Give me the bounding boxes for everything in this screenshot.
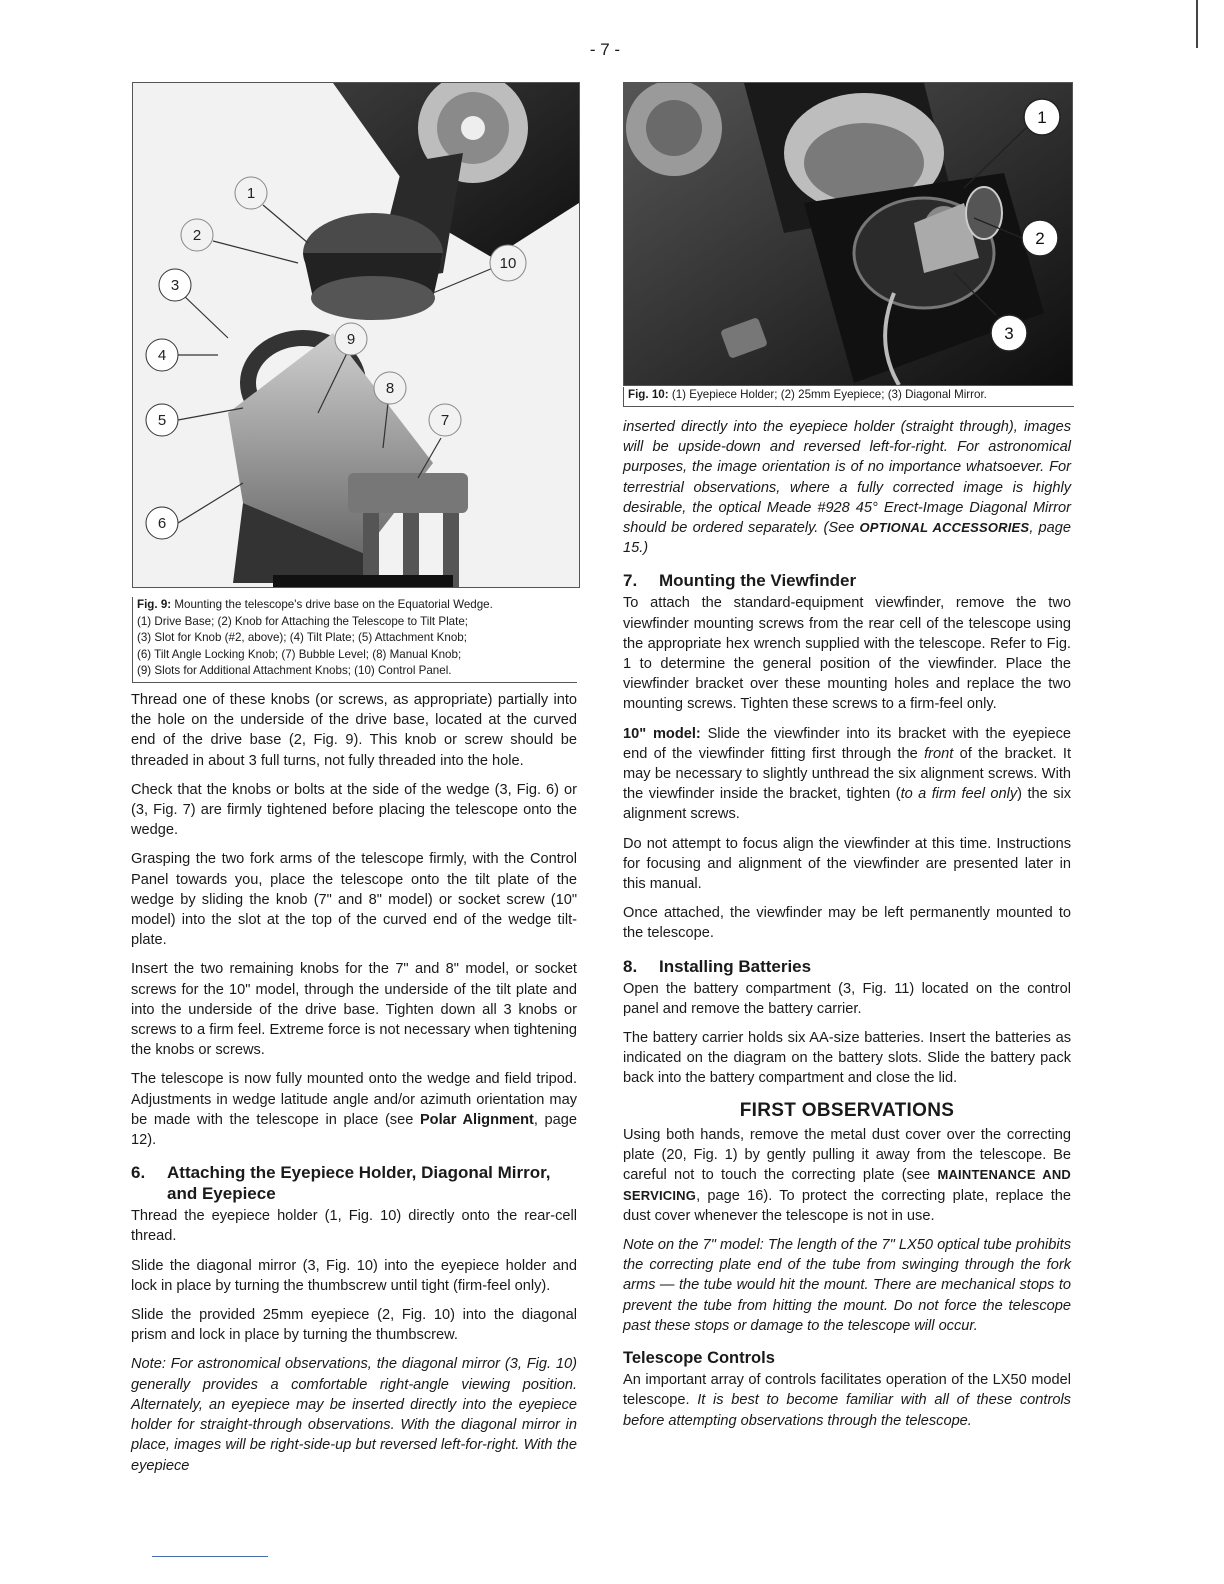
- section-heading-8: [623, 956, 1071, 977]
- paragraph: The battery carrier holds six AA-size batteries. Insert the batteries as indicated on the diagram on the battery slots. Slide the battery pack back into the battery compartment and close the lid.: [623, 1030, 1071, 1087]
- text-run: Using both hands, remove the metal dust cover over the correcting plate (20, Fig. 1) by gently pulling it away from the telescope. Be careful not to touch the correcting plate (see: [623, 1126, 1071, 1184]
- text-run: , page 15.): [623, 520, 1071, 557]
- fig10-callout-3: [991, 315, 1027, 351]
- page-number: - 7 -: [589, 40, 621, 59]
- figure-10-caption-text: (1) Eyepiece Holder; (2) 25mm Eyepiece; (3) Diagonal Mirror.: [671, 388, 987, 401]
- text-run: An important array of controls facilitates operation of the LX50 model telescope.: [623, 1372, 1071, 1409]
- section-title: Attaching the Eyepiece Holder, Diagonal Mirror, and Eyepiece: [167, 1163, 551, 1204]
- figure-10-photo: [623, 82, 1073, 386]
- left-column: [131, 690, 577, 1485]
- paragraph: Insert the two remaining knobs for the 7" and 8" model, or socket screws for the 10" model, through the underside of the tilt plate and into the underside of the drive base. Tighten down all 3 knobs or screws to a firm feel. Extreme force is not necessary when tightening the knobs or screws.: [131, 961, 577, 1059]
- text-run: ) the six alignment screws.: [623, 786, 1072, 823]
- svg-text:3: 3: [1004, 324, 1014, 343]
- text-run: of the bracket. It may be necessary to slightly unthread the six alignment screws. With the viewfinder inside the bracket, tighten (: [623, 745, 1071, 803]
- svg-text:2: 2: [1035, 229, 1045, 248]
- figure-9-illustration: [133, 83, 579, 587]
- svg-text:10: 10: [499, 255, 517, 272]
- note-paragraph: Note on the 7" model: The length of the 7" LX50 optical tube prohibits the correcting plate end of the tube from swinging through the fork arms — the tube would hit the mount. There are mechanical stops to prevent the tube from hitting the mount. Do not force the telescope past these stops or damage to the telescope will occur.: [623, 1236, 1071, 1334]
- figure-9-caption-line: (1) Drive Base; (2) Knob for Attaching the Telescope to Tilt Plate;: [137, 614, 469, 628]
- paragraph: Thread one of these knobs (or screws, as appropriate) partially into the hole on the underside of the drive base, located at the curved end of the drive base (2, Fig. 9). This knob or screw should be threaded in about 3 full turns, not fully threaded into the hole.: [131, 692, 577, 769]
- text-run: inserted directly into the eyepiece holder (straight through), images will be upside-down and reversed left-for-right. For astronomical purposes, the image orientation is of no importance whatsoever. For terrestrial observations, where a fully corrected image is highly desirable, the optical Meade #928 45° Erect-Image Diagonal Mirror should be ordered separately. (See: [623, 419, 1071, 537]
- paragraph: Thread the eyepiece holder (1, Fig. 10) directly onto the rear-cell thread.: [131, 1208, 577, 1245]
- figure-9-photo: [132, 82, 580, 588]
- figure-10-illustration: [624, 83, 1072, 385]
- svg-text:7: 7: [440, 412, 450, 429]
- section-heading-6: [131, 1162, 577, 1204]
- svg-text:9: 9: [346, 331, 356, 348]
- fig9-callout-8: [374, 372, 406, 404]
- fig9-callout-1: [235, 177, 267, 209]
- fig9-callout-7: [429, 404, 461, 436]
- right-column: [623, 417, 1071, 1440]
- edge-line: [1196, 0, 1198, 48]
- figure-9-label: Fig. 9:: [137, 598, 172, 611]
- paragraph: [131, 1069, 577, 1150]
- paragraph: Slide the provided 25mm eyepiece (2, Fig. 10) into the diagonal prism and lock in place by turning the thumbscrew.: [131, 1307, 577, 1344]
- svg-text:4: 4: [157, 347, 167, 364]
- fig9-callout-2: [181, 219, 213, 251]
- svg-text:5: 5: [157, 412, 167, 429]
- figure-9-caption: [132, 597, 577, 683]
- section-number: 6.: [131, 1163, 146, 1183]
- text-run: front: [924, 745, 954, 762]
- section-title: Installing Batteries: [659, 956, 812, 976]
- telescope-controls-heading: Telescope Controls: [623, 1348, 775, 1367]
- text-run: to a firm feel only: [900, 786, 1018, 803]
- figure-9-caption-line: (3) Slot for Knob (#2, above); (4) Tilt Plate; (5) Attachment Knob;: [137, 631, 467, 644]
- first-observations-heading: FIRST OBSERVATIONS: [739, 1099, 955, 1121]
- svg-text:1: 1: [246, 185, 256, 202]
- svg-text:1: 1: [1037, 108, 1047, 127]
- paragraph: [623, 417, 1071, 558]
- fig9-callout-4: [146, 339, 178, 371]
- text-run: Slide the viewfinder into its bracket with the eyepiece end of the viewfinder fitting first through the: [623, 725, 1071, 762]
- cross-reference: Polar Alignment: [419, 1111, 534, 1128]
- section-number: 7.: [623, 571, 638, 591]
- text-run: , page 12).: [131, 1111, 578, 1149]
- cross-reference: OPTIONAL ACCESSORIES: [859, 520, 1030, 536]
- section-number: 8.: [623, 956, 638, 976]
- fig10-callout-2: [1022, 220, 1058, 256]
- figure-10-caption: [623, 387, 1074, 407]
- svg-text:6: 6: [157, 515, 167, 532]
- paragraph: Do not attempt to focus align the viewfinder at this time. Instructions for focusing and alignment of the viewfinder are presented later in this manual.: [623, 835, 1071, 893]
- paragraph: Open the battery compartment (3, Fig. 11) located on the control panel and remove the battery carrier.: [623, 980, 1071, 1017]
- fig9-callout-10: [490, 245, 526, 281]
- fig10-callout-1: [1024, 99, 1060, 135]
- paragraph: To attach the standard-equipment viewfinder, remove the two viewfinder mounting screws from the rear cell of the telescope using the appropriate hex wrench supplied with the telescope. Refer to Fig. 1 to determine the general position of the viewfinder. Place the viewfinder bracket over these mounting holes and replace the two mounting screws. Tighten these screws to a firm-feel only.: [623, 595, 1071, 713]
- note-paragraph: Note: For astronomical observations, the diagonal mirror (3, Fig. 10) generally provides a comfortable right-angle viewing position. Alternately, an eyepiece may be inserted directly into the eyepiece holder for straight-through observations. With the diagonal mirror in place, images will be right-side-up but reversed left-for-right. With the eyepiece: [131, 1356, 577, 1474]
- paragraph: Once attached, the viewfinder may be left permanently mounted to the telescope.: [623, 905, 1071, 942]
- paragraph: Slide the diagonal mirror (3, Fig. 10) into the eyepiece holder and lock in place by turning the thumbscrew until tight (firm-feel only).: [131, 1257, 577, 1294]
- paragraph: [623, 1125, 1071, 1226]
- paragraph: [623, 724, 1071, 825]
- figure-10-label: Fig. 10:: [628, 388, 669, 401]
- model-label: 10" model:: [623, 725, 701, 742]
- svg-text:3: 3: [170, 277, 180, 294]
- section-heading-7: [623, 570, 1071, 591]
- text-run: The telescope is now fully mounted onto the wedge and field tripod. Adjustments in wedge latitude angle and/or azimuth orientation may be made with the telescope in place (see: [131, 1071, 577, 1128]
- fig9-callout-5: [146, 404, 178, 436]
- figure-9-caption-line: (6) Tilt Angle Locking Knob; (7) Bubble Level; (8) Manual Knob;: [137, 647, 462, 661]
- cross-reference: MAINTENANCE AND SERVICING: [623, 1167, 1071, 1203]
- svg-text:2: 2: [192, 227, 202, 244]
- text-run: It is best to become familiar with all of these controls before attempting observations through the telescope.: [623, 1392, 1071, 1429]
- fig9-callout-9: [335, 323, 367, 355]
- paragraph: Check that the knobs or bolts at the side of the wedge (3, Fig. 6) or (3, Fig. 7) are firmly tightened before placing the telescope onto the wedge.: [131, 781, 577, 839]
- footer-rule: [152, 1556, 268, 1557]
- figure-9-caption-title: Mounting the telescope's drive base on the Equatorial Wedge.: [174, 598, 493, 611]
- paragraph: Grasping the two fork arms of the telescope firmly, with the Control Panel towards you, place the telescope onto the tilt plate of the wedge by sliding the knob (7" and 8" model) or socket screw (10" model) into the slot at the top of the curved end of the wedge tilt-plate.: [131, 851, 577, 949]
- svg-text:8: 8: [385, 380, 395, 397]
- figure-9-caption-line: (9) Slots for Additional Attachment Knobs; (10) Control Panel.: [137, 664, 452, 677]
- paragraph: [623, 1370, 1071, 1431]
- fig9-callout-6: [146, 507, 178, 539]
- text-run: , page 16). To protect the correcting plate, replace the dust cover whenever the telescope is not in use.: [623, 1187, 1071, 1224]
- fig9-callout-3: [159, 269, 191, 301]
- section-title: Mounting the Viewfinder: [659, 571, 857, 591]
